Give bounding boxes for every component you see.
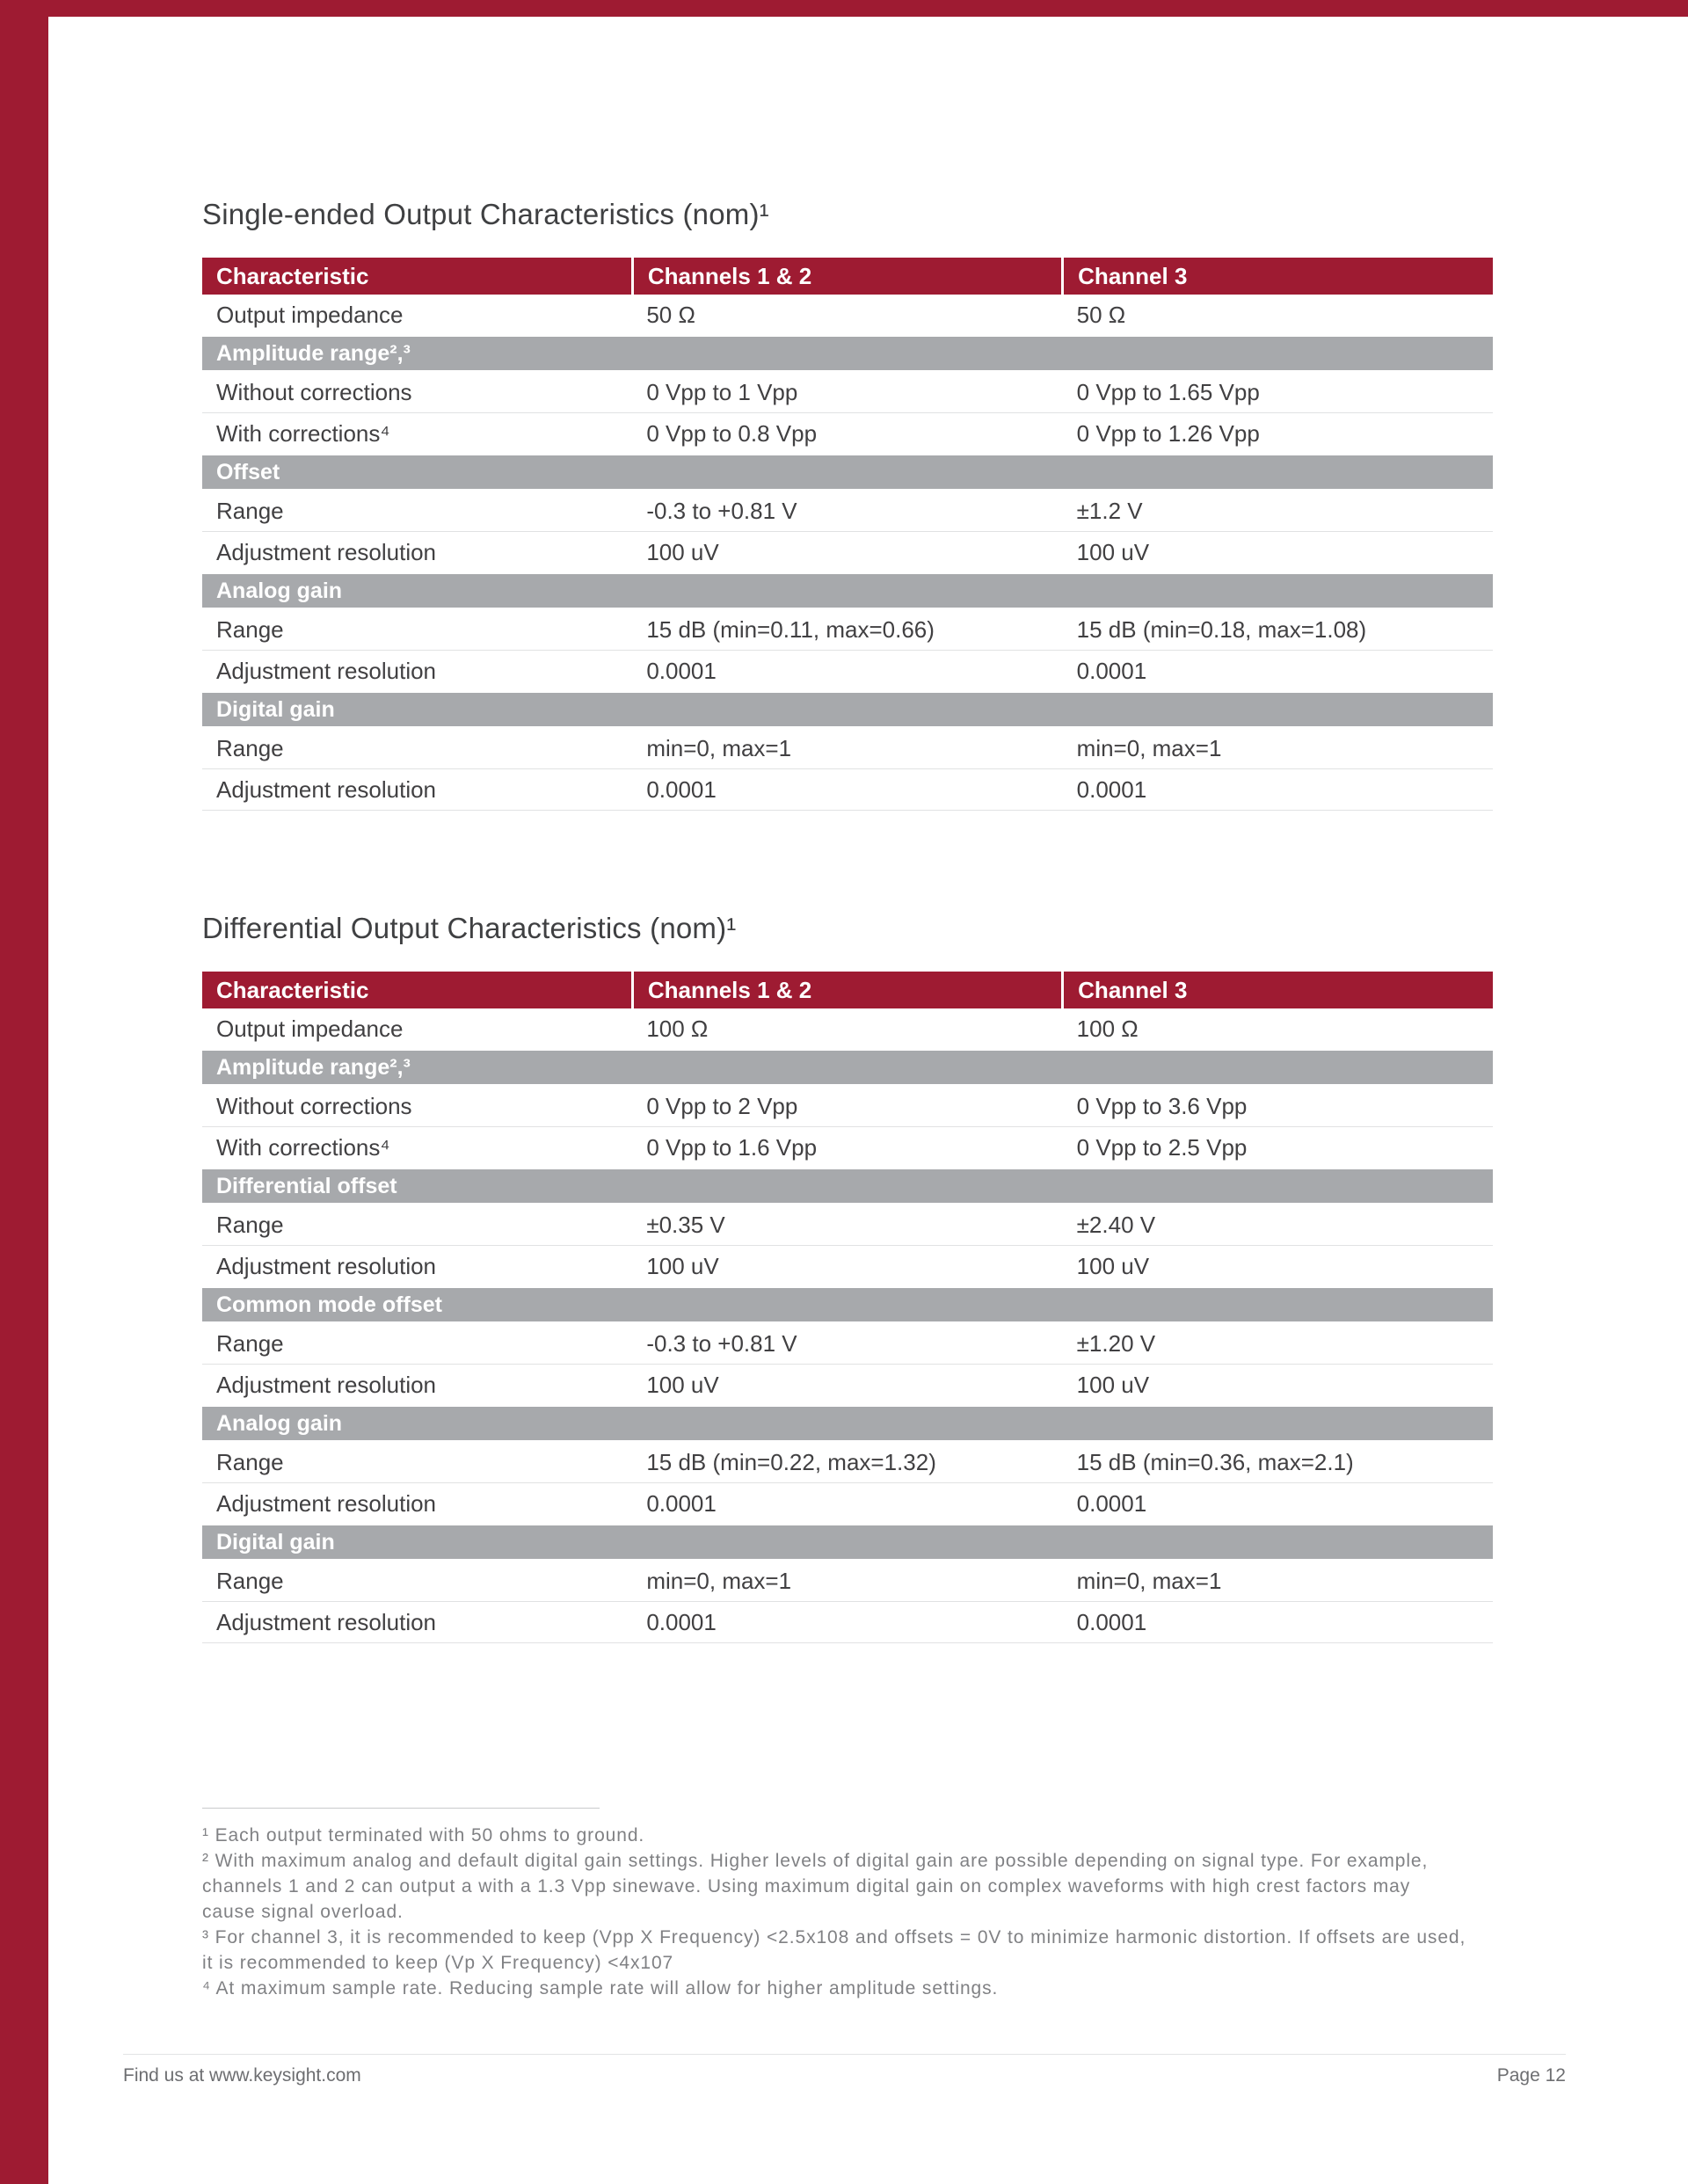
row-value: 0 Vpp to 3.6 Vpp xyxy=(1063,1085,1493,1127)
row-label: With corrections⁴ xyxy=(202,1127,632,1169)
differential-table xyxy=(202,972,1493,1643)
table-row xyxy=(202,1246,1493,1288)
row-label: Range xyxy=(202,490,632,532)
section-header: Digital gain xyxy=(202,692,1493,727)
row-value: 0 Vpp to 1.26 Vpp xyxy=(1063,413,1493,455)
row-value: 100 uV xyxy=(632,532,1062,574)
row-value: 50 Ω xyxy=(632,295,1062,336)
column-header: Channel 3 xyxy=(1063,972,1493,1008)
row-value: 0 Vpp to 2.5 Vpp xyxy=(1063,1127,1493,1169)
column-header: Characteristic xyxy=(202,258,632,295)
section-header: Differential offset xyxy=(202,1168,1493,1204)
row-value: ±0.35 V xyxy=(632,1204,1062,1246)
row-value: ±1.20 V xyxy=(1063,1322,1493,1365)
table-row xyxy=(202,413,1493,455)
row-value: 15 dB (min=0.36, max=2.1) xyxy=(1063,1441,1493,1483)
footnote-1: ¹ Each output terminated with 50 ohms to ground. xyxy=(202,1825,645,1845)
table-row xyxy=(202,1560,1493,1602)
section-header: Analog gain xyxy=(202,573,1493,608)
row-label: Adjustment resolution xyxy=(202,1365,632,1407)
table-row xyxy=(202,1602,1493,1643)
row-value: 0.0001 xyxy=(1063,1602,1493,1643)
footer-website-text: Find us at www.keysight.com xyxy=(123,2065,361,2086)
row-label: Adjustment resolution xyxy=(202,651,632,693)
row-label: Range xyxy=(202,1560,632,1602)
row-value: 0.0001 xyxy=(632,1483,1062,1525)
single-ended-table xyxy=(202,258,1493,811)
row-value: 15 dB (min=0.11, max=0.66) xyxy=(632,608,1062,651)
row-label: Range xyxy=(202,1441,632,1483)
section-header-row xyxy=(202,1525,1493,1560)
table-row xyxy=(202,769,1493,811)
table-row xyxy=(202,295,1493,336)
footer-divider xyxy=(123,2054,1566,2055)
table-row xyxy=(202,727,1493,769)
row-value: 0 Vpp to 2 Vpp xyxy=(632,1085,1062,1127)
section-header: Amplitude range²,³ xyxy=(202,336,1493,371)
row-label: Without corrections xyxy=(202,1085,632,1127)
differential-section xyxy=(202,912,1493,1643)
section-header-row xyxy=(202,1406,1493,1441)
table-row xyxy=(202,608,1493,651)
section-header: Digital gain xyxy=(202,1525,1493,1560)
table-row xyxy=(202,371,1493,413)
section-header: Analog gain xyxy=(202,1406,1493,1441)
section-header-row xyxy=(202,573,1493,608)
footnote-3: ³ For channel 3, it is recommended to keep (Vpp X Frequency) <2.5x108 and offsets = 0V to minimize harmonic distortion. If offsets are used, it is recommended to keep (Vp X Frequency) <4x107 xyxy=(202,1927,1466,1973)
row-value: -0.3 to +0.81 V xyxy=(632,1322,1062,1365)
row-value: 0.0001 xyxy=(632,769,1062,811)
row-value: min=0, max=1 xyxy=(632,727,1062,769)
row-value: 100 Ω xyxy=(632,1008,1062,1050)
column-header: Characteristic xyxy=(202,972,632,1008)
row-value: min=0, max=1 xyxy=(632,1560,1062,1602)
single-ended-title: Single-ended Output Characteristics (nom)¹ xyxy=(202,198,769,230)
row-label: Output impedance xyxy=(202,1008,632,1050)
row-label: Range xyxy=(202,727,632,769)
row-value: 100 uV xyxy=(632,1365,1062,1407)
row-label: Adjustment resolution xyxy=(202,1483,632,1525)
page-accent-bar-left xyxy=(0,0,48,2184)
page-footer xyxy=(123,2054,1566,2086)
row-value: 0.0001 xyxy=(1063,1483,1493,1525)
section-header-row xyxy=(202,692,1493,727)
row-value: 0 Vpp to 1.65 Vpp xyxy=(1063,371,1493,413)
row-label: Adjustment resolution xyxy=(202,1246,632,1288)
row-value: min=0, max=1 xyxy=(1063,727,1493,769)
table-row xyxy=(202,1008,1493,1050)
table-row xyxy=(202,490,1493,532)
table-row xyxy=(202,1204,1493,1246)
row-value: 0.0001 xyxy=(632,651,1062,693)
differential-title: Differential Output Characteristics (nom)¹ xyxy=(202,912,737,944)
table-row xyxy=(202,1127,1493,1169)
section-header-row xyxy=(202,1287,1493,1322)
row-label: Adjustment resolution xyxy=(202,532,632,574)
table-row xyxy=(202,1322,1493,1365)
table-row xyxy=(202,1483,1493,1525)
footnotes xyxy=(202,1808,1468,2001)
section-header-row xyxy=(202,336,1493,371)
row-value: 100 uV xyxy=(632,1246,1062,1288)
row-value: ±2.40 V xyxy=(1063,1204,1493,1246)
row-label: Output impedance xyxy=(202,295,632,336)
footnote-divider xyxy=(202,1808,600,1809)
column-header: Channels 1 & 2 xyxy=(632,258,1062,295)
column-header: Channel 3 xyxy=(1063,258,1493,295)
footnote-2: ² With maximum analog and default digital gain settings. Higher levels of digital gain are possible depending on signal type. For example, channels 1 and 2 can output a with a 1.3 Vpp sinewave. Using maximum digital gain on complex waveforms with high crest factors may cause signal overload. xyxy=(202,1851,1429,1922)
table-row xyxy=(202,1365,1493,1407)
row-value: 0 Vpp to 1.6 Vpp xyxy=(632,1127,1062,1169)
row-label: With corrections⁴ xyxy=(202,413,632,455)
row-label: Range xyxy=(202,1322,632,1365)
row-value: 50 Ω xyxy=(1063,295,1493,336)
row-value: 100 Ω xyxy=(1063,1008,1493,1050)
section-header-row xyxy=(202,1168,1493,1204)
footer-page-number: Page 12 xyxy=(1496,2065,1566,2086)
row-value: 15 dB (min=0.18, max=1.08) xyxy=(1063,608,1493,651)
row-value: 100 uV xyxy=(1063,532,1493,574)
row-value: 0.0001 xyxy=(1063,651,1493,693)
row-label: Adjustment resolution xyxy=(202,1602,632,1643)
row-value: min=0, max=1 xyxy=(1063,1560,1493,1602)
row-value: 100 uV xyxy=(1063,1365,1493,1407)
row-label: Without corrections xyxy=(202,371,632,413)
table-row xyxy=(202,1441,1493,1483)
single-ended-section xyxy=(202,198,1493,811)
row-value: 0.0001 xyxy=(632,1602,1062,1643)
section-header: Offset xyxy=(202,455,1493,490)
page-accent-bar-top xyxy=(0,0,1688,17)
column-header: Channels 1 & 2 xyxy=(632,972,1062,1008)
row-value: 0 Vpp to 1 Vpp xyxy=(632,371,1062,413)
row-value: -0.3 to +0.81 V xyxy=(632,490,1062,532)
row-value: 0.0001 xyxy=(1063,769,1493,811)
row-label: Adjustment resolution xyxy=(202,769,632,811)
table-row xyxy=(202,1085,1493,1127)
section-header-row xyxy=(202,1050,1493,1085)
footnote-4: ⁴ At maximum sample rate. Reducing sample rate will allow for higher amplitude settings. xyxy=(202,1978,999,1998)
page-content xyxy=(202,198,1493,1643)
footer-row xyxy=(123,2065,1566,2086)
table-row xyxy=(202,532,1493,574)
row-label: Range xyxy=(202,608,632,651)
section-header-row xyxy=(202,455,1493,490)
row-value: 15 dB (min=0.22, max=1.32) xyxy=(632,1441,1062,1483)
table-header-row xyxy=(202,258,1493,295)
row-value: ±1.2 V xyxy=(1063,490,1493,532)
section-header: Amplitude range²,³ xyxy=(202,1050,1493,1085)
table-header-row xyxy=(202,972,1493,1008)
row-value: 100 uV xyxy=(1063,1246,1493,1288)
section-header: Common mode offset xyxy=(202,1287,1493,1322)
row-value: 0 Vpp to 0.8 Vpp xyxy=(632,413,1062,455)
table-row xyxy=(202,651,1493,693)
row-label: Range xyxy=(202,1204,632,1246)
